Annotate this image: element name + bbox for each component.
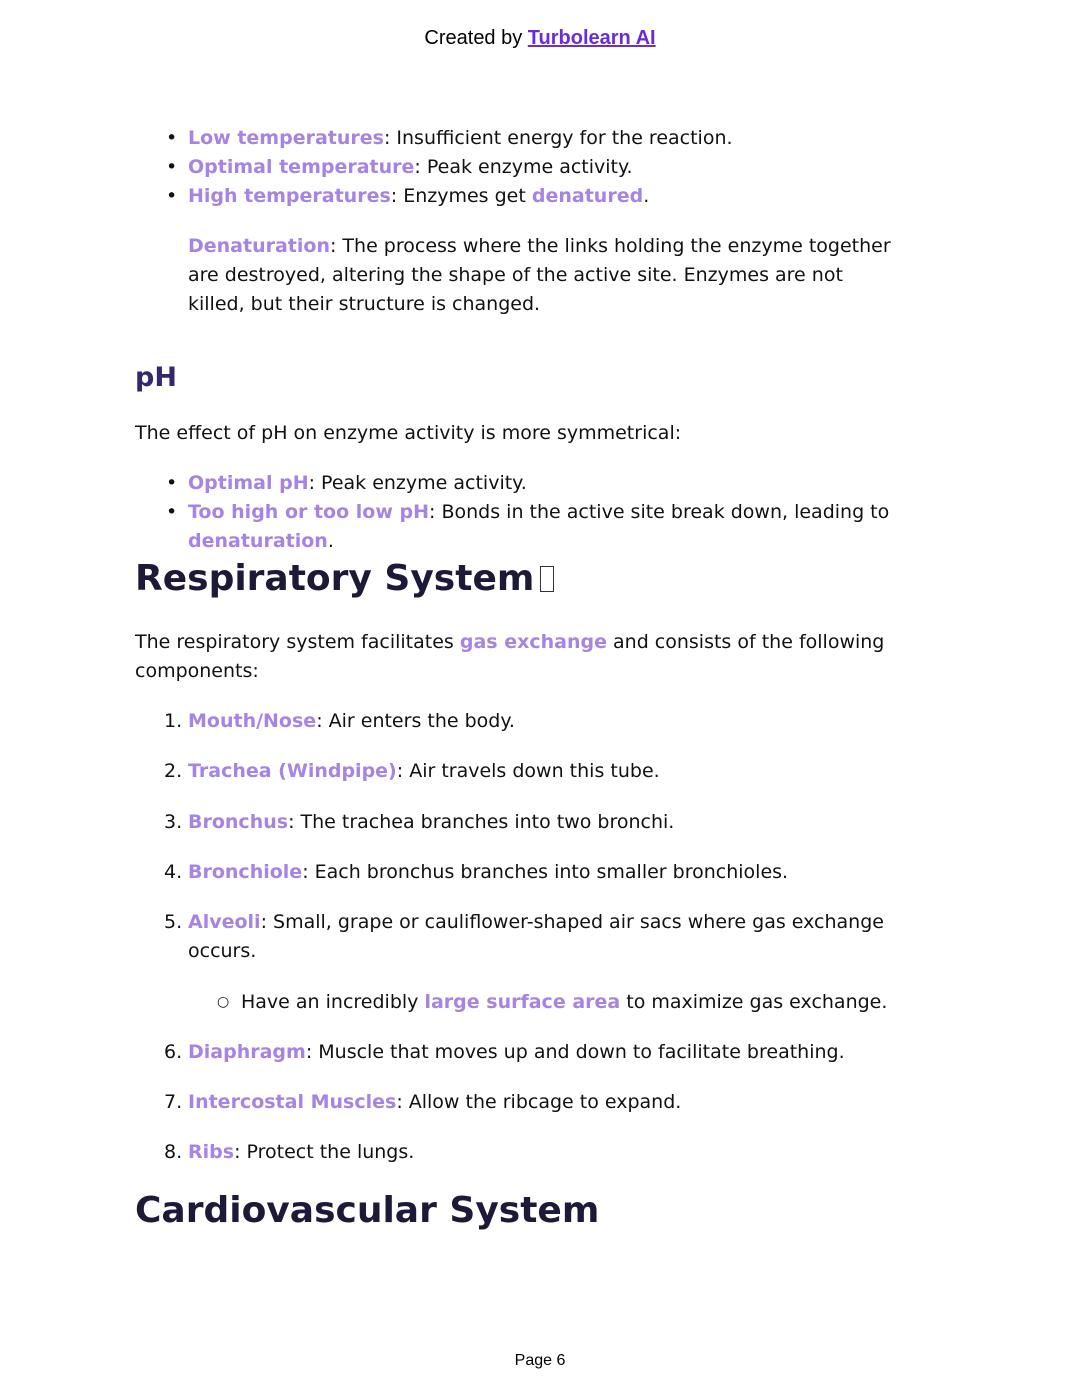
section-heading-respiratory [135, 558, 554, 599]
item-number: 1. [164, 710, 183, 732]
desc: : Muscle that moves up and down to facilitate breathing. [305, 1041, 845, 1063]
heading-text: Respiratory System [135, 558, 535, 599]
desc: : The trachea branches into two bronchi. [288, 811, 675, 833]
desc: : Protect the lungs. [234, 1141, 415, 1163]
page-number: Page 6 [514, 1352, 566, 1369]
desc: . [643, 185, 650, 207]
term: Optimal temperature [188, 156, 415, 178]
term: large surface area [424, 991, 621, 1013]
desc: : Air travels down this tube. [396, 760, 660, 782]
item-number: 8. [164, 1141, 183, 1163]
text: Have an incredibly [241, 991, 425, 1013]
paragraph: The effect of pH on enzyme activity is more symmetrical: [135, 422, 682, 444]
bullet-icon: • [166, 156, 178, 178]
desc: : Insufficient energy for the reaction. [383, 127, 733, 149]
circle-bullet-icon: ○ [217, 994, 230, 1010]
desc: : Enzymes get [390, 185, 532, 207]
item-number: 7. [164, 1091, 183, 1113]
term: Intercostal Muscles [188, 1091, 397, 1113]
term: Denaturation [188, 235, 330, 257]
item-number: 3. [164, 811, 183, 833]
term: Alveoli [188, 911, 261, 933]
desc: : Small, grape or cauliflower-shaped air sacs where gas exchange occurs. [188, 911, 884, 962]
desc: : Peak enzyme activity. [308, 472, 527, 494]
term: denaturation [188, 530, 328, 552]
definition-block [188, 232, 898, 319]
term: High temperatures [188, 185, 391, 207]
term: gas exchange [459, 631, 607, 653]
desc: : The process where the links holding the enzyme together are destroyed, altering the shape of the active site. Enzymes are not killed, but their structure is changed. [188, 235, 891, 315]
bullet-icon: • [166, 185, 178, 207]
term: Low temperatures [188, 127, 384, 149]
section-heading-cardiovascular: Cardiovascular System [135, 1190, 600, 1231]
desc: : Each bronchus branches into smaller bronchioles. [302, 861, 789, 883]
bullet-icon: • [166, 472, 178, 494]
numbered-list-item [164, 858, 898, 887]
list-item [166, 124, 898, 153]
numbered-list-item [164, 908, 898, 966]
numbered-list-item [164, 757, 898, 786]
term: Trachea (Windpipe) [188, 760, 397, 782]
term: Optimal pH [188, 472, 309, 494]
term: Bronchus [188, 811, 289, 833]
desc: . [327, 530, 334, 552]
list-item [166, 498, 898, 556]
list-item [166, 469, 898, 498]
bullet-icon: • [166, 127, 178, 149]
text: to maximize gas exchange. [620, 991, 888, 1013]
paragraph [135, 628, 895, 686]
item-number: 2. [164, 760, 183, 782]
bullet-icon: • [166, 501, 178, 523]
list-item [166, 182, 898, 211]
header-prefix: Created by [424, 27, 528, 49]
term: Mouth/Nose [188, 710, 317, 732]
numbered-list-item [164, 1038, 898, 1067]
desc: : Bonds in the active site break down, leading to [429, 501, 890, 523]
item-number: 4. [164, 861, 183, 883]
text: The respiratory system facilitates [135, 631, 460, 653]
section-heading-ph: pH [135, 362, 177, 393]
text: and consists of the following components: [135, 631, 885, 682]
numbered-list-item [164, 808, 898, 837]
term: Ribs [188, 1141, 235, 1163]
term: Bronchiole [188, 861, 303, 883]
desc: : Allow the ribcage to expand. [396, 1091, 682, 1113]
header [0, 27, 1080, 50]
desc: : Air enters the body. [316, 710, 515, 732]
numbered-list-item [164, 1138, 898, 1167]
sub-list-item [217, 988, 901, 1017]
term: denatured [531, 185, 644, 207]
lungs-emoji-icon [540, 566, 554, 592]
numbered-list-item [164, 707, 898, 736]
term: Too high or too low pH [188, 501, 430, 523]
item-number: 5. [164, 911, 183, 933]
numbered-list-item [164, 1088, 898, 1117]
desc: : Peak enzyme activity. [414, 156, 633, 178]
term: Diaphragm [188, 1041, 306, 1063]
turbolearn-link[interactable]: Turbolearn AI [527, 27, 656, 49]
list-item [166, 153, 898, 182]
item-number: 6. [164, 1041, 183, 1063]
